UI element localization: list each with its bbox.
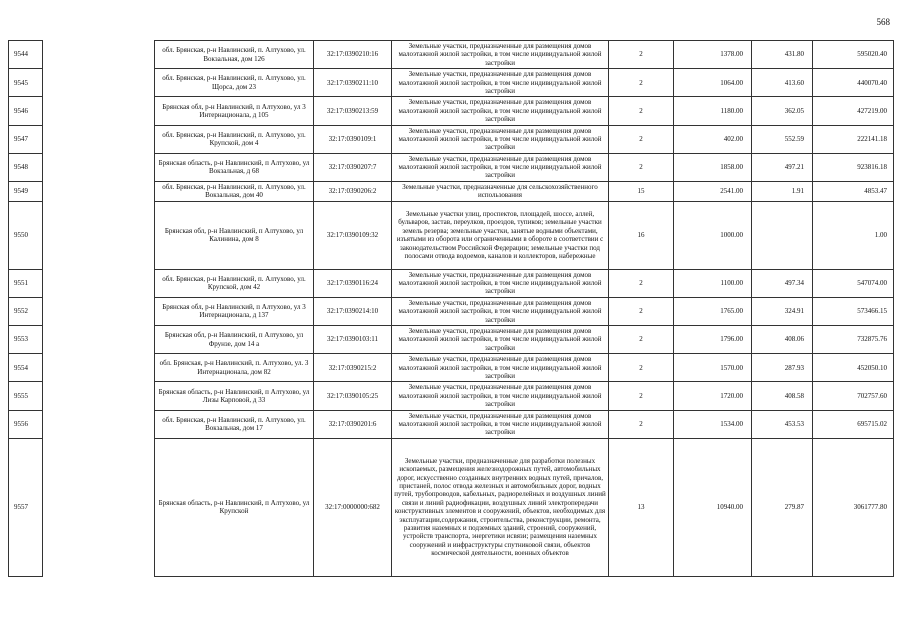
gap-cell — [43, 325, 155, 353]
cadastral-number-cell: 32:17:0390206:2 — [314, 181, 392, 201]
cadastral-number-cell: 32:17:0390211:10 — [314, 69, 392, 97]
row-number: 9550 — [9, 201, 43, 269]
cadastral-value-cell: 923816.18 — [813, 153, 894, 181]
specific-value-cell: 362.05 — [752, 97, 813, 125]
category-code-cell: 15 — [609, 181, 674, 201]
cadastral-value-cell: 695715.02 — [813, 410, 894, 438]
area-cell: 1000.00 — [674, 201, 752, 269]
land-use-cell: Земельные участки, предназначенные для размещения домов малоэтажной жилой застройки, в том числе индивидуальной жилой застройки — [392, 297, 609, 325]
category-code-cell: 2 — [609, 382, 674, 410]
cadastral-number-cell: 32:17:0390201:6 — [314, 410, 392, 438]
row-number: 9556 — [9, 410, 43, 438]
land-use-cell: Земельные участки, предназначенные для размещения домов малоэтажной жилой застройки, в том числе индивидуальной жилой застройки — [392, 410, 609, 438]
specific-value-cell: 279.87 — [752, 438, 813, 576]
table-row — [9, 382, 894, 410]
area-cell: 1858.00 — [674, 153, 752, 181]
address-cell: обл. Брянская, р-н Навлинский, п. Алтухово, ул. Вокзальная, дом 126 — [155, 41, 314, 69]
area-cell: 1720.00 — [674, 382, 752, 410]
cadastral-value-cell: 573466.15 — [813, 297, 894, 325]
land-use-cell: Земельные участки улиц, проспектов, площадей, шоссе, аллей, бульваров, застав, переулков, проездов, тупиков; земельные участки земель резерва; земельные участки, занятые водными объектами, изъятыми из оборота или ограниченными в обороте в соответствии с законодательством Российской Федерации; земельные участки под полосами отвода водоемов, каналов и коллекторов, набережные — [392, 201, 609, 269]
land-register-table — [8, 40, 894, 577]
land-use-cell: Земельные участки, предназначенные для размещения домов малоэтажной жилой застройки, в том числе индивидуальной жилой застройки — [392, 269, 609, 297]
cadastral-number-cell: 32:17:0000000:682 — [314, 438, 392, 576]
row-number: 9548 — [9, 153, 43, 181]
land-use-cell: Земельные участки, предназначенные для размещения домов малоэтажной жилой застройки, в том числе индивидуальной жилой застройки — [392, 354, 609, 382]
category-code-cell: 2 — [609, 410, 674, 438]
category-code-cell: 2 — [609, 153, 674, 181]
cadastral-value-cell: 452050.10 — [813, 354, 894, 382]
area-cell: 1534.00 — [674, 410, 752, 438]
row-number: 9551 — [9, 269, 43, 297]
gap-cell — [43, 181, 155, 201]
address-cell: Брянская обл, р-н Навлинский, п Алтухово, ул Фрунзе, дом 14 а — [155, 325, 314, 353]
address-cell: обл. Брянская, р-н Навлинский, п. Алтухово, ул. Вокзальная, дом 40 — [155, 181, 314, 201]
cadastral-number-cell: 32:17:0390103:11 — [314, 325, 392, 353]
page-number: 568 — [876, 17, 890, 27]
specific-value-cell: 1.91 — [752, 181, 813, 201]
area-cell: 1180.00 — [674, 97, 752, 125]
table-row — [9, 297, 894, 325]
area-cell: 1765.00 — [674, 297, 752, 325]
cadastral-value-cell: 732875.76 — [813, 325, 894, 353]
specific-value-cell: 497.34 — [752, 269, 813, 297]
address-cell: обл. Брянская, р-н Навлинский, п. Алтухово, ул. 3 Интернационала, дом 82 — [155, 354, 314, 382]
row-number: 9544 — [9, 41, 43, 69]
address-cell: обл. Брянская, р-н Навлинский, п. Алтухово, ул. Щорса, дом 23 — [155, 69, 314, 97]
land-use-cell: Земельные участки, предназначенные для размещения домов малоэтажной жилой застройки, в том числе индивидуальной жилой застройки — [392, 69, 609, 97]
gap-cell — [43, 41, 155, 69]
area-cell: 1796.00 — [674, 325, 752, 353]
land-use-cell: Земельные участки, предназначенные для сельскохозяйственного использования — [392, 181, 609, 201]
specific-value-cell: 453.53 — [752, 410, 813, 438]
gap-cell — [43, 201, 155, 269]
cadastral-value-cell: 702757.60 — [813, 382, 894, 410]
row-number: 9546 — [9, 97, 43, 125]
gap-cell — [43, 269, 155, 297]
table-row — [9, 41, 894, 69]
address-cell: Брянская обл, р-н Навлинский, п Алтухово, ул 3 Интернационала, д 137 — [155, 297, 314, 325]
table-row — [9, 438, 894, 576]
specific-value-cell: 431.80 — [752, 41, 813, 69]
cadastral-number-cell: 32:17:0390116:24 — [314, 269, 392, 297]
gap-cell — [43, 69, 155, 97]
address-cell: обл. Брянская, р-н Навлинский, п. Алтухово, ул. Крупской, дом 42 — [155, 269, 314, 297]
gap-cell — [43, 153, 155, 181]
category-code-cell: 2 — [609, 41, 674, 69]
gap-cell — [43, 297, 155, 325]
cadastral-number-cell: 32:17:0390210:16 — [314, 41, 392, 69]
row-number: 9555 — [9, 382, 43, 410]
category-code-cell: 13 — [609, 438, 674, 576]
category-code-cell: 2 — [609, 97, 674, 125]
row-number: 9553 — [9, 325, 43, 353]
specific-value-cell — [752, 201, 813, 269]
table-row — [9, 269, 894, 297]
address-cell: Брянская область, р-н Навлинский, п Алтухово, ул Вокзальная, д 68 — [155, 153, 314, 181]
category-code-cell: 16 — [609, 201, 674, 269]
row-number: 9549 — [9, 181, 43, 201]
land-use-cell: Земельные участки, предназначенные для размещения домов малоэтажной жилой застройки, в том числе индивидуальной жилой застройки — [392, 153, 609, 181]
cadastral-value-cell: 1.00 — [813, 201, 894, 269]
specific-value-cell: 497.21 — [752, 153, 813, 181]
cadastral-value-cell: 440070.40 — [813, 69, 894, 97]
address-cell: Брянская обл, р-н Навлинский, п Алтухово, ул 3 Интернационала, д 105 — [155, 97, 314, 125]
row-number: 9547 — [9, 125, 43, 153]
land-use-cell: Земельные участки, предназначенные для размещения домов малоэтажной жилой застройки, в том числе индивидуальной жилой застройки — [392, 382, 609, 410]
cadastral-number-cell: 32:17:0390207:7 — [314, 153, 392, 181]
gap-cell — [43, 382, 155, 410]
category-code-cell: 2 — [609, 69, 674, 97]
address-cell: обл. Брянская, р-н Навлинский, п. Алтухово, ул. Вокзальная, дом 17 — [155, 410, 314, 438]
category-code-cell: 2 — [609, 125, 674, 153]
cadastral-number-cell: 32:17:0390215:2 — [314, 354, 392, 382]
table-row — [9, 354, 894, 382]
area-cell: 1064.00 — [674, 69, 752, 97]
table-row — [9, 97, 894, 125]
cadastral-number-cell: 32:17:0390105:25 — [314, 382, 392, 410]
table-row — [9, 125, 894, 153]
category-code-cell: 2 — [609, 269, 674, 297]
gap-cell — [43, 125, 155, 153]
row-number: 9557 — [9, 438, 43, 576]
area-cell: 1570.00 — [674, 354, 752, 382]
cadastral-value-cell: 427219.00 — [813, 97, 894, 125]
address-cell: Брянская область, р-н Навлинский, п Алтухово, ул Лизы Карповой, д 33 — [155, 382, 314, 410]
cadastral-value-cell: 595020.40 — [813, 41, 894, 69]
land-use-cell: Земельные участки, предназначенные для размещения домов малоэтажной жилой застройки, в том числе индивидуальной жилой застройки — [392, 97, 609, 125]
specific-value-cell: 324.91 — [752, 297, 813, 325]
specific-value-cell: 408.58 — [752, 382, 813, 410]
table-row — [9, 410, 894, 438]
area-cell: 402.00 — [674, 125, 752, 153]
address-cell: Брянская обл, р-н Навлинский, п Алтухово, ул Калинина, дом 8 — [155, 201, 314, 269]
gap-cell — [43, 410, 155, 438]
row-number: 9554 — [9, 354, 43, 382]
cadastral-number-cell: 32:17:0390214:10 — [314, 297, 392, 325]
category-code-cell: 2 — [609, 354, 674, 382]
specific-value-cell: 287.93 — [752, 354, 813, 382]
table-row — [9, 69, 894, 97]
land-use-cell: Земельные участки, предназначенные для размещения домов малоэтажной жилой застройки, в том числе индивидуальной жилой застройки — [392, 125, 609, 153]
row-number: 9552 — [9, 297, 43, 325]
specific-value-cell: 552.59 — [752, 125, 813, 153]
land-use-cell: Земельные участки, предназначенные для разработки полезных ископаемых, размещения железнодорожных путей, автомобильных дорог, искусственно созданных внутренних водных путей, причалов, пристаней, полос отвода железных и автомобильных дорог, водных путей, трубопроводов, кабельных, радиорелейных и воздушных линий связи и линий радиофикации, воздушных линий электропередачи конструктивных элементов и сооружений, объектов, необходимых для эксплуатации,содержания, строительства, реконструкции, ремонта, развития наземных и подземных зданий, строений, сооружений, устройств транспорта, энергетики исвязи; размещения наземных сооружений и инфраструктуры спутниковой связи, объектов космической деятельности, военных объектов — [392, 438, 609, 576]
category-code-cell: 2 — [609, 325, 674, 353]
category-code-cell: 2 — [609, 297, 674, 325]
area-cell: 2541.00 — [674, 181, 752, 201]
specific-value-cell: 413.60 — [752, 69, 813, 97]
cadastral-value-cell: 222141.18 — [813, 125, 894, 153]
area-cell: 1378.00 — [674, 41, 752, 69]
table-row — [9, 153, 894, 181]
land-use-cell: Земельные участки, предназначенные для размещения домов малоэтажной жилой застройки, в том числе индивидуальной жилой застройки — [392, 325, 609, 353]
specific-value-cell: 408.06 — [752, 325, 813, 353]
cadastral-value-cell: 4853.47 — [813, 181, 894, 201]
cadastral-value-cell: 3061777.80 — [813, 438, 894, 576]
area-cell: 1100.00 — [674, 269, 752, 297]
area-cell: 10940.00 — [674, 438, 752, 576]
address-cell: обл. Брянская, р-н Навлинский, п. Алтухово, ул. Крупской, дом 4 — [155, 125, 314, 153]
cadastral-number-cell: 32:17:0390213:59 — [314, 97, 392, 125]
row-number: 9545 — [9, 69, 43, 97]
cadastral-value-cell: 547074.00 — [813, 269, 894, 297]
table-row — [9, 325, 894, 353]
cadastral-number-cell: 32:17:0390109:32 — [314, 201, 392, 269]
gap-cell — [43, 354, 155, 382]
table-row — [9, 181, 894, 201]
gap-cell — [43, 438, 155, 576]
table-row — [9, 201, 894, 269]
gap-cell — [43, 97, 155, 125]
cadastral-number-cell: 32:17:0390109:1 — [314, 125, 392, 153]
land-use-cell: Земельные участки, предназначенные для размещения домов малоэтажной жилой застройки, в том числе индивидуальной жилой застройки — [392, 41, 609, 69]
address-cell: Брянская область, р-н Навлинский, п Алтухово, ул Крупской — [155, 438, 314, 576]
